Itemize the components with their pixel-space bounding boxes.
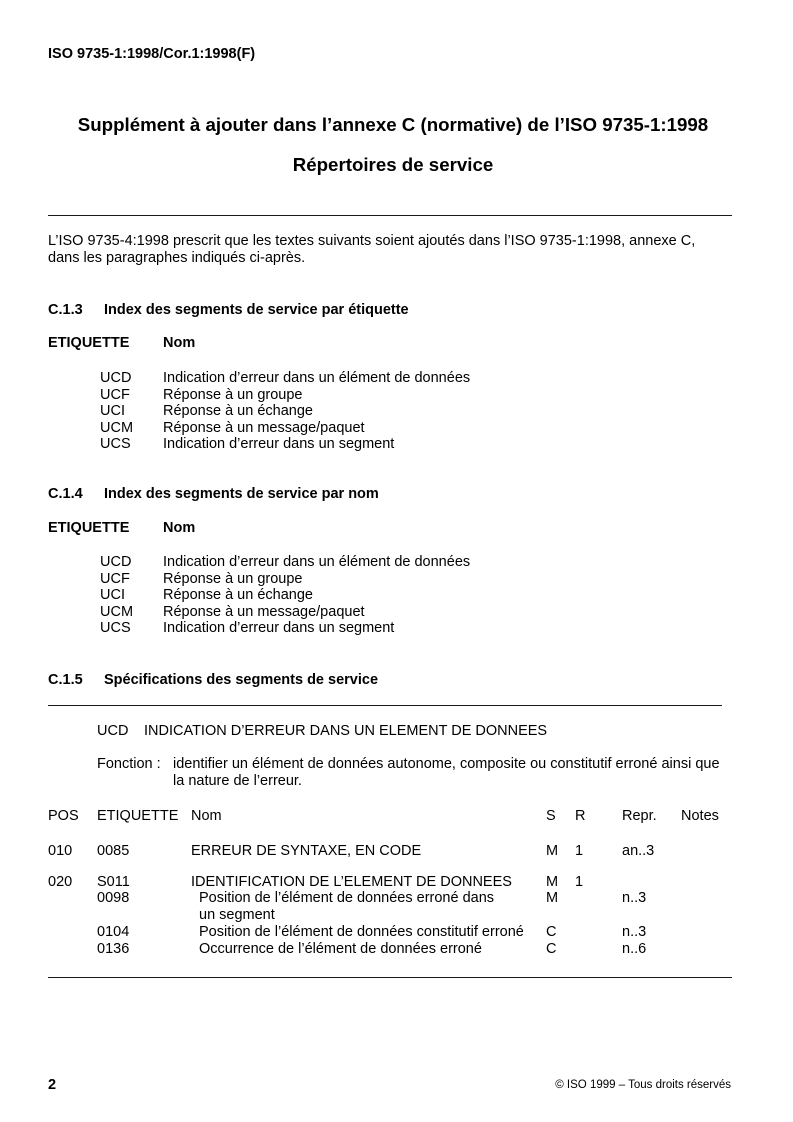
segment-name: Indication d’erreur dans un segment [163,436,395,452]
cell-repr: n..3 [622,889,647,906]
section-heading: Spécifications des segments de service [104,671,379,688]
section-heading: Index des segments de service par étiquette [104,301,409,318]
page-subtitle: Répertoires de service [292,154,494,175]
list-item [0,571,793,588]
divider-spec-bottom [48,977,732,978]
intro-line: L’ISO 9735-4:1998 prescrit que les textes suivants soient ajoutés dans l’ISO 9735-1:1998, annexe C, [48,232,696,249]
table-row [0,874,793,891]
cell-tag: S011 [97,873,130,890]
column-header-name: Nom [163,334,196,351]
cell-name: Position de l’élément de données erroné dans [199,889,495,906]
cell-name: ERREUR DE SYNTAXE, EN CODE [191,842,422,859]
segment-name: Réponse à un échange [163,403,313,419]
segment-name: Indication d’erreur dans un élément de données [163,554,471,570]
cell-name: IDENTIFICATION DE L’ELEMENT DE DONNEES [191,873,512,890]
cell-repr: an..3 [622,842,655,859]
cell-r: 1 [575,873,584,890]
table-row [0,924,793,941]
column-header-tag: ETIQUETTE [48,519,130,536]
segment-index-list [0,554,793,637]
segment-tag: UCM [100,603,134,620]
list-item [0,387,793,404]
cell-name: Position de l’élément de données constitutif erroné [199,923,524,940]
cell-pos: 010 [48,842,73,859]
cell-s: M [546,889,559,906]
cell-s: M [546,873,559,890]
copyright-notice: © ISO 1999 – Tous droits réservés [555,1079,731,1091]
function-text: la nature de l’erreur. [173,772,302,789]
page-title: Supplément à ajouter dans l’annexe C (normative) de l’ISO 9735-1:1998 [77,114,709,135]
header-repr: Repr. [622,807,657,824]
header-pos: POS [48,807,79,824]
cell-tag: 0085 [97,842,130,859]
divider-top [48,215,732,216]
segment-index-list [0,370,793,453]
cell-pos: 020 [48,873,73,890]
cell-s: C [546,923,557,940]
intro-line: dans les paragraphes indiqués ci-après. [48,249,306,266]
table-header-row [0,808,793,825]
cell-name: Occurrence de l’élément de données erroné [199,940,482,957]
cell-repr: n..6 [622,940,647,957]
divider-spec-top [48,705,722,706]
segment-title: INDICATION D’ERREUR DANS UN ELEMENT DE DONNEES [144,722,548,739]
list-item [0,554,793,571]
table-row [0,941,793,958]
segment-name: Réponse à un message/paquet [163,419,365,436]
section-number: C.1.5 [48,671,83,688]
section-heading: Index des segments de service par nom [104,485,379,502]
segment-tag: UCF [100,570,130,587]
segment-tag: UCD [97,722,129,739]
cell-r: 1 [575,842,584,859]
header-s: S [546,807,556,824]
segment-tag: UCI [100,403,125,419]
column-header-tag: ETIQUETTE [48,334,130,351]
table-row [0,890,793,924]
segment-name: Réponse à un message/paquet [163,603,365,620]
segment-tag: UCS [100,620,131,636]
segment-name: Réponse à un groupe [163,386,303,403]
document-reference: ISO 9735-1:1998/Cor.1:1998(F) [48,46,256,62]
list-item [0,436,793,453]
list-item [0,403,793,420]
cell-name: un segment [199,906,275,923]
page-number: 2 [48,1076,57,1093]
segment-tag: UCS [100,436,131,452]
list-item [0,604,793,621]
header-tag: ETIQUETTE [97,807,179,824]
segment-tag: UCI [100,587,125,603]
segment-name: Réponse à un échange [163,587,313,603]
list-item [0,370,793,387]
section-number: C.1.4 [48,485,83,502]
list-item [0,620,793,637]
segment-name: Réponse à un groupe [163,570,303,587]
list-item [0,587,793,604]
header-name: Nom [191,807,222,824]
function-label: Fonction : [97,755,161,772]
header-r: R [575,807,586,824]
segment-name: Indication d’erreur dans un élément de données [163,370,471,386]
segment-tag: UCF [100,386,130,403]
cell-s: M [546,842,559,859]
header-notes: Notes [681,807,719,824]
cell-repr: n..3 [622,923,647,940]
function-text: identifier un élément de données autonome, composite ou constitutif erroné ainsi que [173,755,720,772]
segment-tag: UCD [100,370,132,386]
cell-s: C [546,940,557,957]
column-header-name: Nom [163,519,196,536]
cell-tag: 0136 [97,940,130,957]
segment-tag: UCM [100,419,134,436]
cell-tag: 0104 [97,923,130,940]
table-row [0,843,793,860]
list-item [0,420,793,437]
segment-name: Indication d’erreur dans un segment [163,620,395,636]
segment-tag: UCD [100,554,132,570]
section-number: C.1.3 [48,301,83,318]
cell-tag: 0098 [97,889,130,906]
